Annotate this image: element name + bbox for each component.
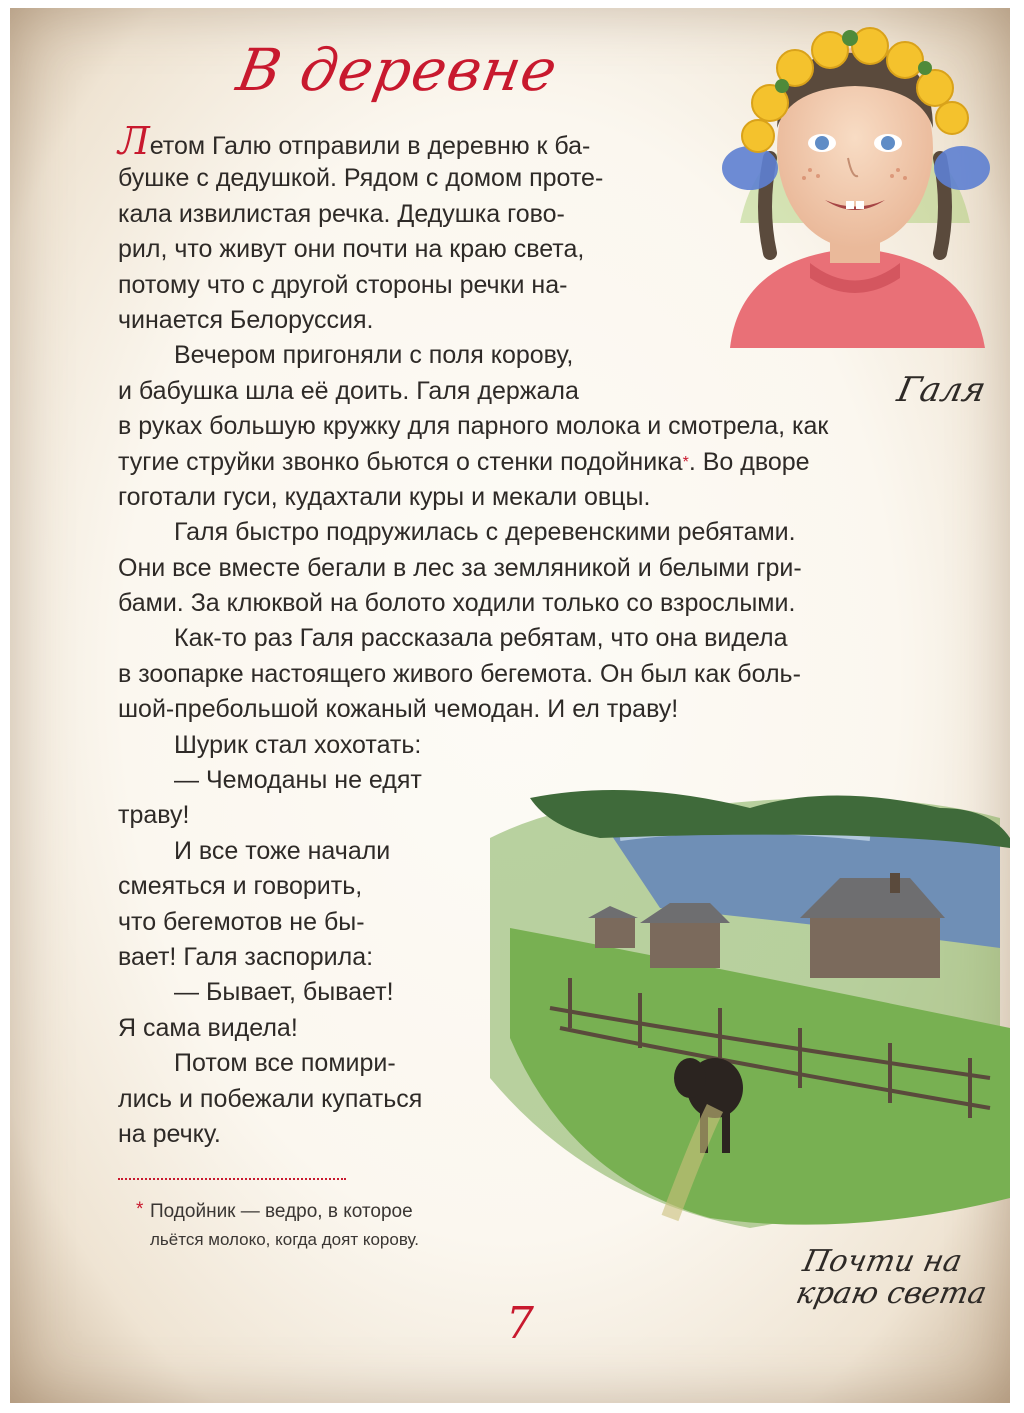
book-page [10,8,1010,1403]
page-number: 7 [506,1298,534,1349]
drop-cap: Л [118,119,150,163]
story-text: Летом Галю отправили в деревню к ба- бушке с дедушкой. Рядом с домом проте- кала извилистая речка. Дедушка гово- рил, что живут они почти на краю света, потому что с другой стороны речки на- чинается Белоруссия. Вечером пригоняли с поля корову, и бабушка шла её доить. Галя держала в руках большую кружку для парного молока и смотрела, как тугие струйки звонко бьются о стенки подойника*. Во дворе гоготали гуси, кудахтали куры и мекали овцы. Галя быстро подружилась с деревенскими ребятами. Они все вместе бегали в лес за земляникой и белыми гри- бами. За клюквой на болото ходили только со взрослыми. Как-то раз Галя рассказала ребятам, что она видела в зоопарке настоящего живого бегемота. Он был как боль- шой-пребольшой кожаный чемодан. И ел траву! Шурик стал хохотать: — Чемоданы не едят траву! И все тоже начали смеяться и говорить, что бегемотов не бы- вает! Галя заспорила: — Бывает, бывает! Я сама видела! Потом все помири- лись и побежали купаться на речку. [118,119,829,1148]
caption-edge-of-world: Почти на краю света [792,1244,990,1311]
footnote: * Подойник — ведро, в которое льётся молоко, когда доят корову. [136,1199,419,1249]
caption-galya: Галя [893,370,990,410]
footnote-divider [118,1178,346,1180]
footnote-marker: * [682,453,689,471]
page-title: В деревне [232,36,563,104]
